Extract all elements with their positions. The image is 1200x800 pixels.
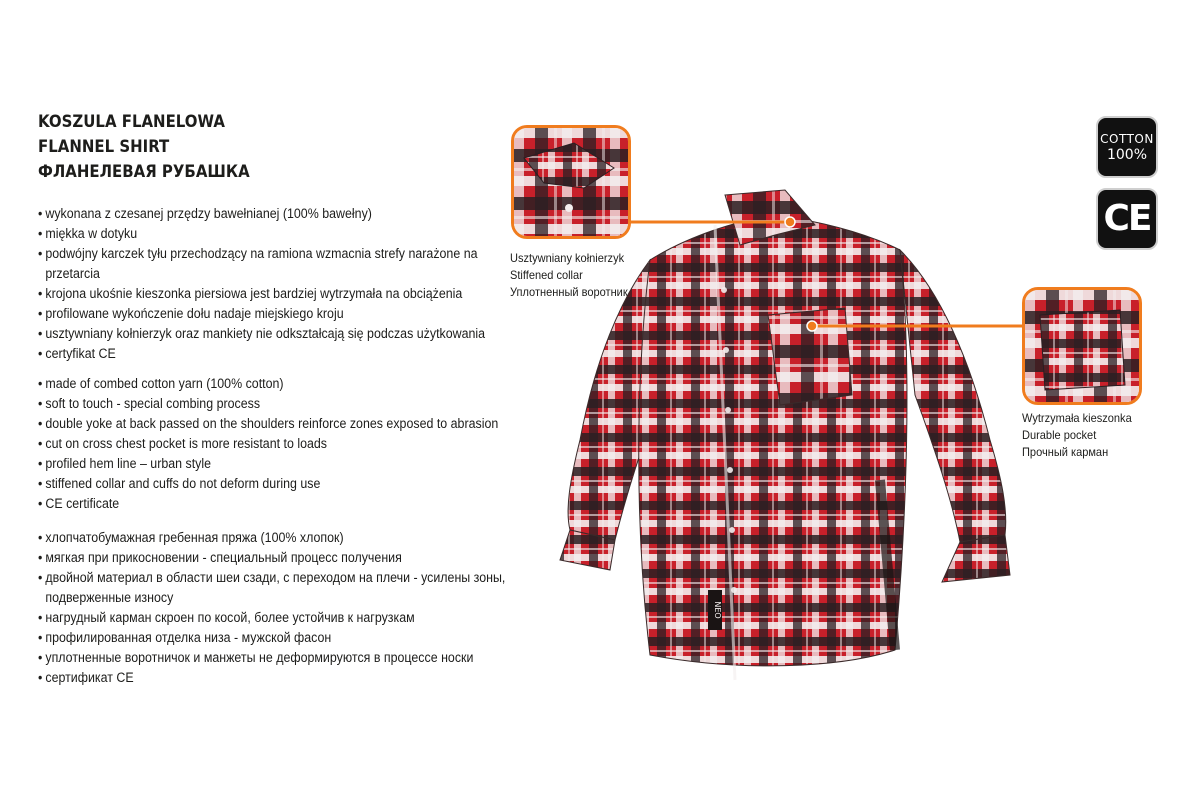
feature-item-continuation: przetarcia <box>45 266 100 281</box>
title-russian: ФЛАНЕЛЕВАЯ РУБАШКА <box>38 162 250 182</box>
feature-item: • wykonana z czesanej przędzy bawełnianej (100% bawełny) <box>38 206 372 221</box>
feature-item: • CE certificate <box>38 496 120 511</box>
feature-item: • profiled hem line – urban style <box>38 456 212 471</box>
feature-item: • stiffened collar and cuffs do not deform during use <box>38 476 321 491</box>
feature-item: • soft to touch - special combing process <box>38 396 261 411</box>
feature-item-continuation: подверженные износу <box>45 590 174 605</box>
title-polish: KOSZULA FLANELOWA <box>38 112 225 132</box>
pocket-callout-label: Wytrzymała kieszonka Durable pocket Прочный карман <box>1022 411 1132 459</box>
ce-mark-badge <box>1096 188 1158 250</box>
feature-item: • сертификат CE <box>38 670 134 685</box>
feature-item: • профилированная отделка низа - мужской фасон <box>38 630 332 645</box>
feature-item: • уплотненные воротничок и манжеты не деформируются в процессе носки <box>38 650 474 665</box>
feature-item: • нагрудный карман скроен по косой, более устойчив к нагрузкам <box>38 610 415 625</box>
feature-item: • double yoke at back passed on the shoulders reinforce zones exposed to abrasion <box>38 416 499 431</box>
feature-item: • podwójny karczek tyłu przechodzący na ramiona wzmacnia strefy narażone na <box>38 246 478 261</box>
feature-item: • хлопчатобумажная гребенная пряжа (100% хлопок) <box>38 530 344 545</box>
collar-detail-zoom <box>511 125 631 239</box>
feature-item: • cut on cross chest pocket is more resistant to loads <box>38 436 328 451</box>
feature-item: • profilowane wykończenie dołu nadaje miejskiego kroju <box>38 306 344 321</box>
feature-item: • usztywniany kołnierzyk oraz mankiety nie odkształcają się podczas użytkowania <box>38 326 486 341</box>
feature-item: • мягкая при прикосновении - специальный процесс получения <box>38 550 402 565</box>
collar-callout-label: Usztywniany kołnierzyk Stiffened collar Уплотненный воротник <box>510 251 628 299</box>
cotton-100-badge: COTTON 100% <box>1096 116 1158 178</box>
brand-tag-text: NEO <box>713 601 722 619</box>
pocket-detail-zoom <box>1022 287 1142 405</box>
ce-mark-icon: CE <box>1103 198 1151 239</box>
feature-item: • krojona ukośnie kieszonka piersiowa jest bardziej wytrzymała na obciążenia <box>38 286 463 301</box>
title-english: FLANNEL SHIRT <box>38 137 170 157</box>
feature-item: • двойной материал в области шеи сзади, с переходом на плечи - усилены зоны, <box>38 570 506 585</box>
feature-item: • certyfikat CE <box>38 346 116 361</box>
feature-item: • miękka w dotyku <box>38 226 138 241</box>
feature-item: • made of combed cotton yarn (100% cotton) <box>38 376 284 391</box>
